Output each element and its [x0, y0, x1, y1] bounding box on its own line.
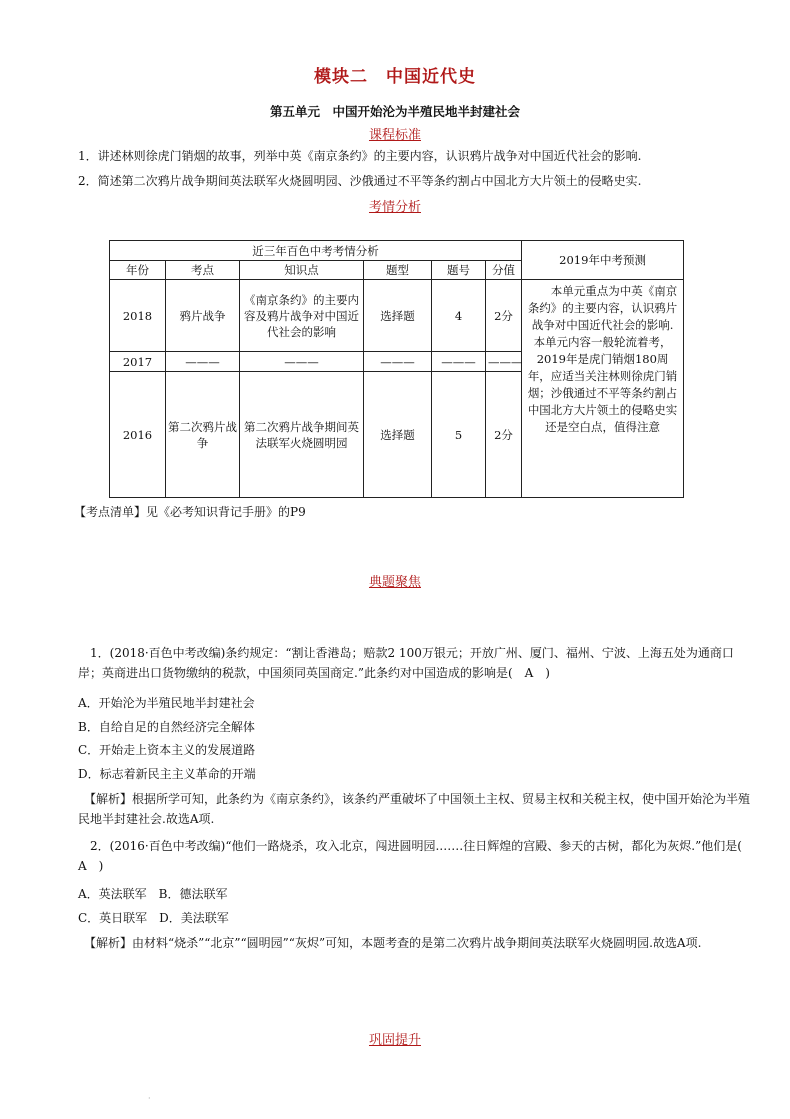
- col-header-year: 年份: [110, 261, 166, 280]
- col-header-score: 分值: [486, 261, 522, 280]
- cell-knowledge: 第二次鸦片战争期间英法联军火烧圆明园: [240, 372, 364, 498]
- prediction-text: 本单元重点为中英《南京条约》的主要内容，认识鸦片战争对中国近代社会的影响.本单元内容一般轮流着考，2019年是虎门销烟180周年，应适当关注林则徐虎门销烟；沙俄通过不平等条约割占中国北方大片领土的侵略史实还是空白点，值得注意: [522, 280, 684, 498]
- cell-score: 2分: [486, 280, 522, 352]
- cell-score: ———: [486, 352, 522, 372]
- cell-num: ———: [432, 352, 486, 372]
- question-1-stem: 1．(2018·百色中考改编)条约规定：“割让香港岛；赔款2 100万银元；开放广州、厦门、福州、宁波、上海五处为通商口岸；英商进出口货物缴纳的税款，中国须同英国商定.”此条约对中国造成的影响是( A ): [78, 646, 734, 680]
- col-header-type: 题型: [364, 261, 432, 280]
- col-header-point: 考点: [166, 261, 240, 280]
- section-analysis: 考情分析: [368, 200, 421, 215]
- question-2-stem: 2．(2016·百色中考改编)“他们一路烧杀，攻入北京，闯进圆明园.……往日辉煌的宫殿、参天的古树，都化为灰烬.”他们是( A ): [78, 839, 754, 873]
- question-1-option-a: A．开始沦为半殖民地半封建社会: [78, 696, 255, 710]
- question-2-options-ab: A．英法联军 B．德法联军: [78, 887, 228, 901]
- question-1-option-b: B．自给自足的自然经济完全解体: [78, 720, 255, 734]
- question-2-analysis: 【解析】由材料“烧杀”“北京”“圆明园”“灰烬”可知，本题考查的是第二次鸦片战争期间英法联军火烧圆明园.故选A项.: [84, 936, 702, 950]
- standard-item-1: 1．讲述林则徐虎门销烟的故事，列举中英《南京条约》的主要内容，认识鸦片战争对中国近代社会的影响.: [78, 149, 642, 163]
- cell-year: 2017: [110, 352, 166, 372]
- page-title: 模块二 中国近代史: [314, 67, 476, 87]
- question-1-option-c: C．开始走上资本主义的发展道路: [78, 743, 256, 757]
- question-2-options-cd: C．英日联军 D．美法联军: [78, 911, 229, 925]
- cell-type: 选择题: [364, 372, 432, 498]
- question-1-option-d: D．标志着新民主主义革命的开端: [78, 767, 256, 781]
- cell-type: ———: [364, 352, 432, 372]
- standard-item-2: 2．简述第二次鸦片战争期间英法联军火烧圆明园、沙俄通过不平等条约割占中国北方大片领土的侵略史实.: [78, 174, 642, 188]
- unit-title: 第五单元 中国开始沦为半殖民地半封建社会: [269, 104, 520, 119]
- cell-point: 鸦片战争: [166, 280, 240, 352]
- col-header-num: 题号: [432, 261, 486, 280]
- cell-point: ———: [166, 352, 240, 372]
- table-row: [110, 280, 684, 352]
- table-predict-header: 2019年中考预测: [522, 241, 684, 280]
- table-group-header: 近三年百色中考考情分析: [110, 241, 522, 261]
- question-1-analysis: 【解析】根据所学可知，此条约为《南京条约》，该条约严重破坏了中国领土主权、贸易主权和关税主权，使中国开始沦为半殖民地半封建社会.故选A项.: [78, 792, 751, 826]
- section-standard: 课程标准: [368, 128, 421, 143]
- cell-num: 5: [432, 372, 486, 498]
- checklist-note: 【考点清单】见《必考知识背记手册》的P9: [74, 505, 306, 519]
- cell-knowledge: ———: [240, 352, 364, 372]
- page-dot: ·: [148, 1094, 151, 1103]
- col-header-knowledge: 知识点: [240, 261, 364, 280]
- section-consolidate: 巩固提升: [368, 1033, 421, 1048]
- cell-point: 第二次鸦片战争: [166, 372, 240, 498]
- exam-analysis-table: [109, 240, 684, 498]
- cell-year: 2018: [110, 280, 166, 352]
- cell-knowledge: 《南京条约》的主要内容及鸦片战争对中国近代社会的影响: [240, 280, 364, 352]
- cell-year: 2016: [110, 372, 166, 498]
- cell-type: 选择题: [364, 280, 432, 352]
- cell-score: 2分: [486, 372, 522, 498]
- cell-num: 4: [432, 280, 486, 352]
- section-examples: 典题聚焦: [368, 575, 421, 590]
